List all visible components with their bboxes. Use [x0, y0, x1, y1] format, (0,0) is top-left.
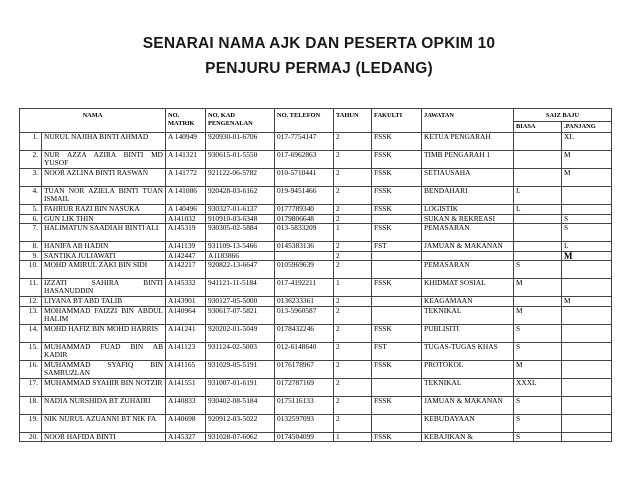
row-nama: MUHAMMAD SYAHIR BIN NOTZIR — [42, 378, 166, 396]
row-nama: NUR AZZA AZIRA BINTI MD YUSOF — [42, 151, 166, 169]
row-saiz-panjang — [562, 396, 612, 414]
row-matrik: A142217 — [166, 261, 206, 279]
row-kad: 920202-01-5049 — [206, 324, 275, 342]
row-saiz-biasa: L — [514, 187, 562, 205]
row-tahun: 2 — [334, 214, 372, 224]
row-saiz-biasa: L — [514, 205, 562, 215]
row-telefon: 0132597093 — [275, 414, 334, 432]
row-telefon — [275, 251, 334, 261]
row-telefon: 012-6148640 — [275, 342, 334, 360]
row-telefon: 017-7754147 — [275, 133, 334, 151]
row-fakulti: FSSK — [372, 360, 422, 378]
row-kad: 930327-01-6137 — [206, 205, 275, 215]
table-row — [20, 205, 612, 215]
row-matrik: A140698 — [166, 414, 206, 432]
row-kad: 930305-02-5884 — [206, 224, 275, 242]
row-fakulti — [372, 214, 422, 224]
row-saiz-biasa: M — [514, 279, 562, 297]
row-number: 6. — [20, 214, 42, 224]
row-jawatan: KETUA PENGARAH — [422, 133, 514, 151]
row-jawatan: TEKNIKAL — [422, 378, 514, 396]
row-saiz-biasa — [514, 242, 562, 252]
row-nama: GUN LIK THIN — [42, 214, 166, 224]
row-jawatan: TEKNIKAL — [422, 306, 514, 324]
row-tahun: 1 — [334, 279, 372, 297]
row-number: 18. — [20, 396, 42, 414]
row-telefon: 0136233361 — [275, 297, 334, 307]
row-saiz-panjang: S — [562, 214, 612, 224]
row-saiz-panjang — [562, 205, 612, 215]
row-telefon: 019-9451466 — [275, 187, 334, 205]
table-row — [20, 169, 612, 187]
row-saiz-biasa: M — [514, 360, 562, 378]
row-telefon: 0172787169 — [275, 378, 334, 396]
row-fakulti — [372, 378, 422, 396]
row-nama: TUAN NOR AZIELA BINTI TUAN ISMAIL — [42, 187, 166, 205]
header-saiz-baju: SAIZ BAJU — [514, 109, 612, 122]
row-number: 15. — [20, 342, 42, 360]
table-row — [20, 297, 612, 307]
row-saiz-biasa: S — [514, 261, 562, 279]
row-saiz-biasa — [514, 251, 562, 261]
row-matrik: A143901 — [166, 297, 206, 307]
header-matrik: NO. MATRIK — [166, 109, 206, 133]
row-number: 16. — [20, 360, 42, 378]
row-kad: 920822-13-6647 — [206, 261, 275, 279]
row-telefon: 0179806648 — [275, 214, 334, 224]
row-telefon: 0177789340 — [275, 205, 334, 215]
row-saiz-biasa: S — [514, 414, 562, 432]
row-jawatan: KHIDMAT SOSIAL — [422, 279, 514, 297]
row-kad: 931109-13-5466 — [206, 242, 275, 252]
row-number: 9. — [20, 251, 42, 261]
row-saiz-biasa: S — [514, 324, 562, 342]
row-matrik: A141032 — [166, 214, 206, 224]
table-body — [20, 133, 612, 442]
row-kad: 920930-01-6706 — [206, 133, 275, 151]
row-kad: 920912-03-5022 — [206, 414, 275, 432]
row-saiz-biasa: S — [514, 396, 562, 414]
row-saiz-panjang — [562, 324, 612, 342]
row-matrik: A140964 — [166, 306, 206, 324]
row-kad: 930127-05-5000 — [206, 297, 275, 307]
row-saiz-biasa — [514, 297, 562, 307]
row-kad: 930615-01-5550 — [206, 151, 275, 169]
row-fakulti: FSSK — [372, 396, 422, 414]
row-nama: HANIFA AB HADIN — [42, 242, 166, 252]
row-fakulti: FSSK — [372, 224, 422, 242]
row-kad: A1183866 — [206, 251, 275, 261]
row-saiz-panjang — [562, 187, 612, 205]
row-nama: MUHAMMAD FUAD BIN AB KADIR — [42, 342, 166, 360]
row-kad: 930402-08-5184 — [206, 396, 275, 414]
row-telefon: 013-5833209 — [275, 224, 334, 242]
row-jawatan: PEMASARAN — [422, 261, 514, 279]
row-kad: 931007-01-6191 — [206, 378, 275, 396]
row-saiz-panjang: S — [562, 224, 612, 242]
row-number: 11. — [20, 279, 42, 297]
row-nama: MOHD AMIRUL ZAKI BIN SIDI — [42, 261, 166, 279]
row-telefon: 0176178967 — [275, 360, 334, 378]
row-telefon: 013-5960587 — [275, 306, 334, 324]
header-kad: NO. KAD PENGENALAN — [206, 109, 275, 133]
row-number: 17. — [20, 378, 42, 396]
row-fakulti: FSSK — [372, 279, 422, 297]
header-fakulti: FAKULTI — [372, 109, 422, 133]
row-jawatan: TIMB PENGARAH 1 — [422, 151, 514, 169]
row-telefon: 0145383136 — [275, 242, 334, 252]
row-saiz-biasa: S — [514, 342, 562, 360]
table-row — [20, 414, 612, 432]
row-saiz-biasa — [514, 151, 562, 169]
table-row — [20, 342, 612, 360]
table-row — [20, 151, 612, 169]
row-number: 1. — [20, 133, 42, 151]
row-fakulti: FST — [372, 342, 422, 360]
row-number: 13. — [20, 306, 42, 324]
row-saiz-biasa: M — [514, 306, 562, 324]
row-fakulti: FSSK — [372, 151, 422, 169]
row-nama: MOHAMMAD FAIZZI BIN ABDUL HALIM — [42, 306, 166, 324]
table-row — [20, 214, 612, 224]
header-biasa: BIASA — [514, 122, 562, 133]
row-fakulti: FSSK — [372, 133, 422, 151]
row-tahun: 2 — [334, 396, 372, 414]
row-saiz-panjang: XL — [562, 133, 612, 151]
row-matrik: A 141086 — [166, 187, 206, 205]
row-telefon: 0174504099 — [275, 432, 334, 442]
row-number: 7. — [20, 224, 42, 242]
row-tahun: 1 — [334, 224, 372, 242]
row-kad: 930617-07-5821 — [206, 306, 275, 324]
table-row — [20, 306, 612, 324]
row-number: 3. — [20, 169, 42, 187]
row-tahun: 2 — [334, 378, 372, 396]
row-kad: 941121-11-5184 — [206, 279, 275, 297]
row-number: 2. — [20, 151, 42, 169]
row-jawatan: BENDAHARI — [422, 187, 514, 205]
row-tahun: 2 — [334, 324, 372, 342]
row-telefon: 0178432246 — [275, 324, 334, 342]
table-row — [20, 251, 612, 261]
row-tahun: 2 — [334, 151, 372, 169]
row-saiz-panjang: M — [562, 297, 612, 307]
row-telefon: 017-4192211 — [275, 279, 334, 297]
row-matrik: A 141772 — [166, 169, 206, 187]
row-fakulti: FSSK — [372, 187, 422, 205]
row-jawatan: PEMASARAN — [422, 224, 514, 242]
row-jawatan: JAMUAN & MAKANAN — [422, 396, 514, 414]
row-nama: MUHAMMAD SYAFIQ BIN SAMRUZLAN — [42, 360, 166, 378]
table-row — [20, 396, 612, 414]
row-tahun: 2 — [334, 133, 372, 151]
row-tahun: 2 — [334, 297, 372, 307]
row-number: 20. — [20, 432, 42, 442]
page-subtitle: PENJURU PERMAJ (LEDANG) — [205, 60, 433, 77]
row-jawatan: SETIAUSAHA — [422, 169, 514, 187]
row-jawatan — [422, 251, 514, 261]
row-telefon: 0105969639 — [275, 261, 334, 279]
row-matrik: A141165 — [166, 360, 206, 378]
row-jawatan: KEAGAMAAN — [422, 297, 514, 307]
row-telefon: 017-6962863 — [275, 151, 334, 169]
table-row — [20, 360, 612, 378]
header-panjang: .PANJANG — [562, 122, 612, 133]
row-telefon: 0175116133 — [275, 396, 334, 414]
row-nama: HALIMATUN SAADIAH BINTI ALI — [42, 224, 166, 242]
row-tahun: 2 — [334, 187, 372, 205]
row-matrik: A145327 — [166, 432, 206, 442]
header-jawatan: JAWATAN — [422, 109, 514, 133]
row-nama: MOHD HAFIZ BIN MOHD HARRIS — [42, 324, 166, 342]
row-tahun: 2 — [334, 360, 372, 378]
row-tahun: 2 — [334, 169, 372, 187]
row-saiz-biasa — [514, 169, 562, 187]
row-nama: NOOR AZLINA BINTI RASWAN — [42, 169, 166, 187]
row-saiz-panjang: L — [562, 242, 612, 252]
table-row — [20, 242, 612, 252]
row-fakulti: FSSK — [372, 324, 422, 342]
row-number: 14. — [20, 324, 42, 342]
row-matrik: A141551 — [166, 378, 206, 396]
row-tahun: 2 — [334, 342, 372, 360]
row-number: 10. — [20, 261, 42, 279]
row-saiz-panjang — [562, 342, 612, 360]
row-telefon: 010-5710441 — [275, 169, 334, 187]
row-fakulti: FST — [372, 242, 422, 252]
row-matrik: A 141321 — [166, 151, 206, 169]
table-row — [20, 133, 612, 151]
row-jawatan: JAMUAN & MAKANAN — [422, 242, 514, 252]
row-saiz-biasa: XXXL — [514, 378, 562, 396]
row-jawatan: PUBLISITI — [422, 324, 514, 342]
row-saiz-panjang — [562, 432, 612, 442]
row-number: 5. — [20, 205, 42, 215]
row-tahun: 2 — [334, 251, 372, 261]
row-saiz-panjang: M — [562, 251, 612, 261]
row-fakulti: FSSK — [372, 205, 422, 215]
participant-table — [19, 108, 612, 442]
row-matrik: A140833 — [166, 396, 206, 414]
row-fakulti — [372, 261, 422, 279]
row-nama: NOOR HAFIDA BINTI — [42, 432, 166, 442]
row-kad: 931124-02-5003 — [206, 342, 275, 360]
row-saiz-panjang — [562, 279, 612, 297]
header-tahun: TAHUN — [334, 109, 372, 133]
table-row — [20, 324, 612, 342]
row-kad: 920428-03-6162 — [206, 187, 275, 205]
header-telefon: NO. TELEFON — [275, 109, 334, 133]
row-kad: 910910-03-6348 — [206, 214, 275, 224]
row-matrik: A142447 — [166, 251, 206, 261]
row-tahun: 1 — [334, 432, 372, 442]
row-matrik: A145332 — [166, 279, 206, 297]
table-row — [20, 187, 612, 205]
row-jawatan: KEBAJIKAN & — [422, 432, 514, 442]
row-saiz-panjang — [562, 378, 612, 396]
row-kad: 931028-07-6062 — [206, 432, 275, 442]
row-jawatan: LOGISTIK — [422, 205, 514, 215]
row-number: 4. — [20, 187, 42, 205]
row-nama: LIYANA BT ABD TALIB — [42, 297, 166, 307]
row-nama: NADIA NURSHIDA BT ZUHAIRI — [42, 396, 166, 414]
row-jawatan: TUGAS-TUGAS KHAS — [422, 342, 514, 360]
row-saiz-biasa: S — [514, 432, 562, 442]
row-number: 8. — [20, 242, 42, 252]
row-saiz-panjang — [562, 306, 612, 324]
row-nama: NURUL NAJIHA BINTI AHMAD — [42, 133, 166, 151]
row-tahun: 2 — [334, 205, 372, 215]
table-row — [20, 378, 612, 396]
row-number: 12. — [20, 297, 42, 307]
row-tahun: 2 — [334, 261, 372, 279]
row-saiz-biasa — [514, 214, 562, 224]
row-matrik: A141123 — [166, 342, 206, 360]
row-fakulti: FSSK — [372, 169, 422, 187]
table-row — [20, 261, 612, 279]
row-nama: SANTIKA JULIAWATI — [42, 251, 166, 261]
row-saiz-panjang — [562, 261, 612, 279]
row-nama: FAHRUR RAZI BIN NASUKA — [42, 205, 166, 215]
row-nama: NIK NURUL AZUANNI BT NIK FA — [42, 414, 166, 432]
row-saiz-panjang: M — [562, 151, 612, 169]
row-matrik: A141241 — [166, 324, 206, 342]
row-fakulti — [372, 297, 422, 307]
row-saiz-panjang: M — [562, 169, 612, 187]
table-row — [20, 224, 612, 242]
page-title: SENARAI NAMA AJK DAN PESERTA OPKIM 10 — [142, 35, 496, 52]
row-jawatan: SUKAN & REKREASI — [422, 214, 514, 224]
row-number: 19. — [20, 414, 42, 432]
row-fakulti — [372, 306, 422, 324]
row-matrik: A145319 — [166, 224, 206, 242]
row-saiz-panjang — [562, 414, 612, 432]
row-kad: 931029-05-5191 — [206, 360, 275, 378]
row-fakulti — [372, 251, 422, 261]
row-matrik: A 140949 — [166, 133, 206, 151]
header-nama: NAMA — [20, 109, 166, 133]
row-fakulti: FSSK — [372, 432, 422, 442]
row-tahun: 2 — [334, 414, 372, 432]
row-tahun: 2 — [334, 306, 372, 324]
row-saiz-panjang — [562, 360, 612, 378]
row-matrik: A 140496 — [166, 205, 206, 215]
row-nama: IZZATI SAHIRA BINTI HASANUDDIN — [42, 279, 166, 297]
table-row — [20, 279, 612, 297]
row-kad: 921122-06-5782 — [206, 169, 275, 187]
table-row — [20, 432, 612, 442]
row-tahun: 2 — [334, 242, 372, 252]
row-saiz-biasa — [514, 133, 562, 151]
row-jawatan: PROTOKOL — [422, 360, 514, 378]
row-fakulti — [372, 414, 422, 432]
row-jawatan: KEBUDAYAAN — [422, 414, 514, 432]
row-matrik: A141139 — [166, 242, 206, 252]
row-saiz-biasa — [514, 224, 562, 242]
